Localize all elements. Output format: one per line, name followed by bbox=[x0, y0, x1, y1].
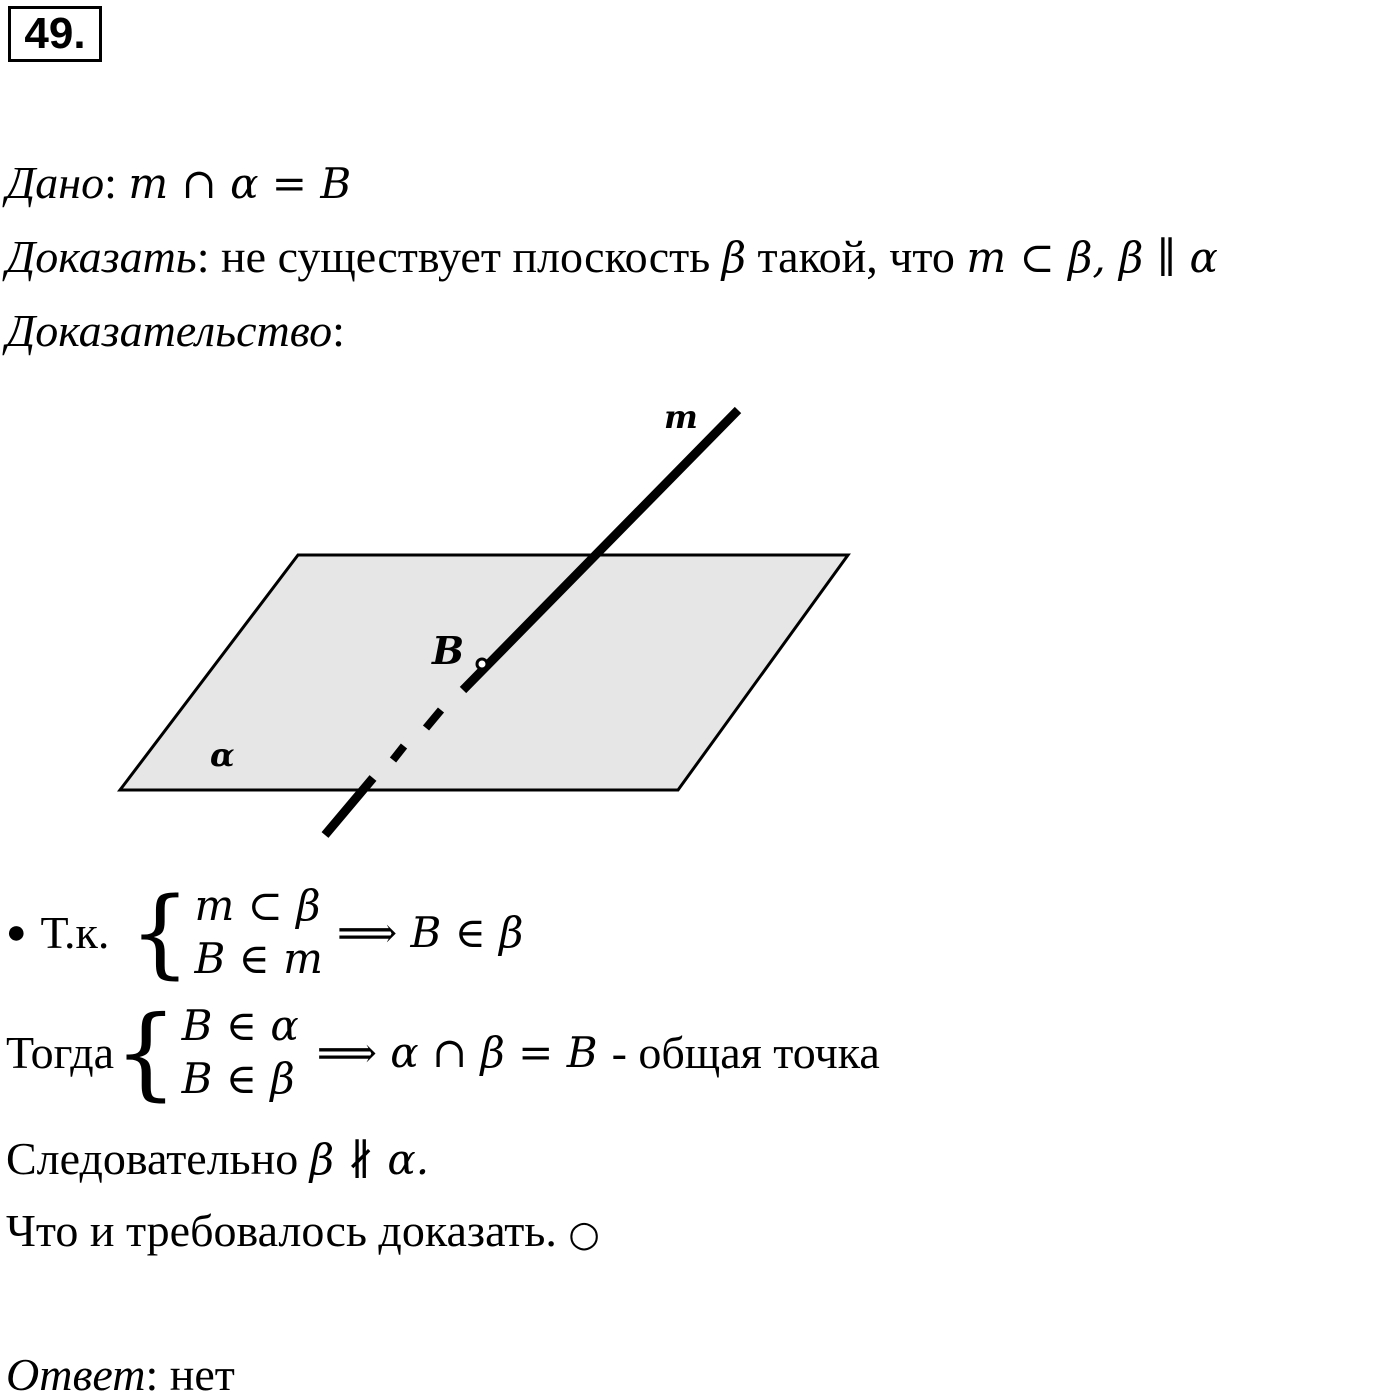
proof-label: Доказательство bbox=[6, 305, 333, 356]
step2-conclusion: ⟹ α ∩ β = B bbox=[316, 1027, 598, 1077]
given-line bbox=[6, 157, 352, 208]
step2-line bbox=[6, 993, 880, 1111]
step1-brace: { bbox=[129, 876, 191, 989]
proof-colon: : bbox=[332, 305, 345, 356]
step2-sys-line2: B ∈ β bbox=[181, 1053, 295, 1103]
answer-line bbox=[6, 1349, 235, 1400]
prove-text2: такой, что bbox=[757, 231, 955, 282]
label-m: m bbox=[664, 398, 698, 436]
geometry-figure bbox=[0, 380, 1000, 860]
step2-suffix: - общая точка bbox=[611, 1026, 880, 1078]
problem-number: 49. bbox=[8, 6, 102, 62]
step1-sys-line1: m ⊂ β bbox=[194, 881, 321, 930]
step2-brace: { bbox=[114, 993, 178, 1111]
step1-system bbox=[194, 880, 322, 985]
given-colon: : bbox=[104, 157, 117, 208]
prove-line bbox=[6, 231, 1218, 282]
answer-label: Ответ bbox=[6, 1349, 146, 1400]
step3-formula: β ∦ α. bbox=[309, 1135, 430, 1184]
prove-beta: β bbox=[721, 233, 747, 282]
qed-text: Что и требовалось доказать. bbox=[6, 1205, 557, 1256]
step2-prefix: Тогда bbox=[6, 1026, 115, 1078]
step1-prefix: Т.к. bbox=[40, 906, 110, 958]
step1-line bbox=[6, 876, 524, 989]
proof-heading bbox=[6, 305, 345, 356]
given-label: Дано bbox=[6, 157, 105, 208]
qed-line bbox=[6, 1205, 600, 1256]
step2-sys-line1: B ∈ α bbox=[181, 1001, 299, 1050]
step2-system bbox=[182, 1000, 299, 1105]
answer-value: нет bbox=[169, 1349, 235, 1400]
prove-colon: : bbox=[196, 231, 210, 282]
bullet: ● bbox=[6, 913, 27, 951]
step3-line bbox=[6, 1133, 430, 1184]
answer-colon: : bbox=[145, 1349, 159, 1400]
label-alpha: α bbox=[210, 736, 235, 774]
step3-text: Следовательно bbox=[6, 1133, 299, 1184]
step1-sys-line2: B ∈ m bbox=[194, 933, 323, 983]
label-b: B bbox=[432, 628, 465, 673]
given-formula: m ∩ α = B bbox=[128, 159, 352, 208]
point-b bbox=[477, 659, 487, 669]
qed-symbol: ○ bbox=[568, 1214, 600, 1255]
prove-label: Доказать bbox=[6, 231, 197, 282]
step1-conclusion: ⟹ B ∈ β bbox=[336, 907, 524, 957]
prove-formula: m ⊂ β, β ∥ α bbox=[966, 233, 1218, 282]
prove-text: не существует плоскость bbox=[221, 231, 711, 282]
